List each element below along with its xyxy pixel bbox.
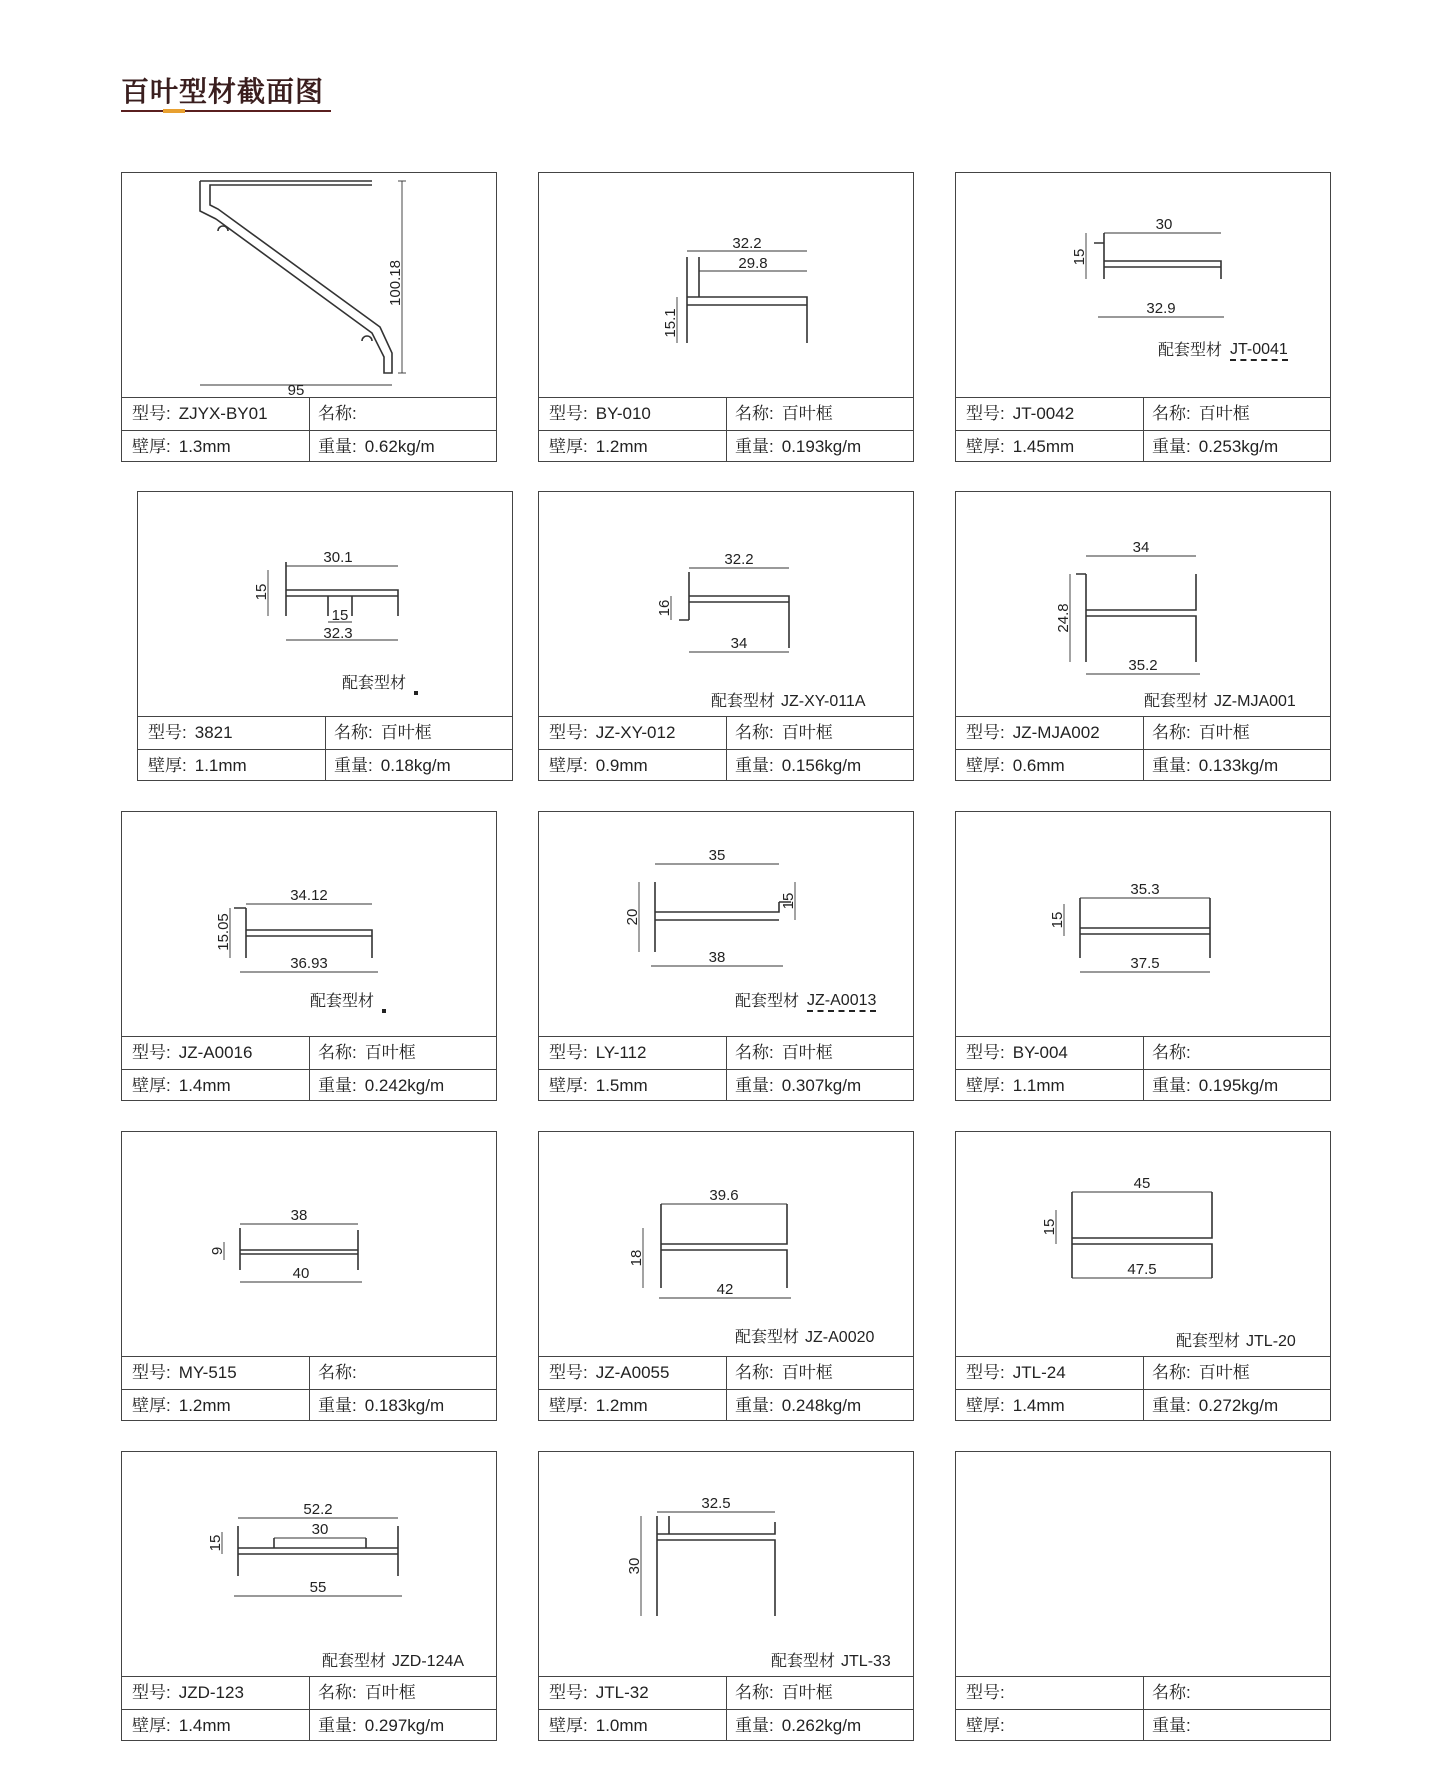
- profile-drawing: [138, 492, 511, 716]
- profile-card: [137, 491, 513, 781]
- name-value: 百叶框: [781, 1363, 833, 1382]
- dimension-label: 32.2: [732, 235, 762, 252]
- dimension-label: 35: [708, 847, 726, 864]
- profile-card: [955, 491, 1331, 781]
- profile-card: [538, 491, 914, 781]
- spec-table: [539, 397, 913, 462]
- dimension-label: 39.6: [709, 1187, 739, 1204]
- spec-table: [138, 716, 512, 781]
- weight-value: 0.262kg/m: [781, 1716, 862, 1735]
- model-value: JZ-A0055: [595, 1363, 670, 1382]
- matching-profile: 配套型材 JT-0041: [1158, 340, 1288, 359]
- field-label: 壁厚:: [549, 756, 588, 775]
- field-label: 名称:: [318, 404, 357, 423]
- spec-table: [956, 1036, 1330, 1101]
- dimension-label: 34: [730, 635, 748, 652]
- matching-profile: 配套型材 JZD-124A: [322, 1653, 465, 1670]
- name-value: 百叶框: [781, 1683, 833, 1702]
- name-value: 百叶框: [1198, 723, 1250, 742]
- profile-card: [538, 1451, 914, 1741]
- field-label: 壁厚:: [132, 1716, 171, 1735]
- field-label: 名称:: [735, 404, 774, 423]
- wall-cell: [132, 431, 302, 463]
- weight-value: 0.156kg/m: [781, 756, 862, 775]
- name-cell: [318, 398, 494, 430]
- field-label: 型号:: [132, 404, 171, 423]
- profile-card: [121, 172, 497, 462]
- model-value: JTL-32: [595, 1683, 649, 1702]
- field-label: 型号:: [132, 1363, 171, 1382]
- field-label: 型号:: [549, 723, 588, 742]
- wall-value: 1.2mm: [595, 1396, 648, 1415]
- dimension-label: 30: [626, 1557, 643, 1575]
- dimension-label: 15: [207, 1534, 224, 1552]
- wall-value: 1.4mm: [1012, 1396, 1065, 1415]
- field-label: 重量:: [735, 1396, 774, 1415]
- model-value: MY-515: [178, 1363, 237, 1382]
- dimension-label: 9: [209, 1246, 226, 1256]
- weight-value: 0.248kg/m: [781, 1396, 862, 1415]
- profile-drawing: [539, 812, 912, 1036]
- field-label: 重量:: [1152, 1716, 1191, 1735]
- field-label: 重量:: [735, 437, 774, 456]
- dimension-label: 16: [656, 599, 673, 617]
- name-value: 百叶框: [364, 1043, 416, 1062]
- profile-drawing: [956, 1132, 1329, 1356]
- field-label: 壁厚:: [966, 1396, 1005, 1415]
- model-value: 3821: [194, 723, 233, 742]
- field-label: 重量:: [735, 1076, 774, 1095]
- weight-value: 0.242kg/m: [364, 1076, 445, 1095]
- field-label: 名称:: [1152, 1363, 1191, 1382]
- profile-drawing: [122, 1452, 495, 1676]
- dimension-label: 18: [628, 1249, 645, 1267]
- dimension-label: 35.3: [1130, 881, 1160, 898]
- spec-table: [122, 1036, 496, 1101]
- wall-value: 1.3mm: [178, 437, 231, 456]
- field-label: 名称:: [318, 1363, 357, 1382]
- field-label: 壁厚:: [966, 1716, 1005, 1735]
- profile-drawing: [539, 173, 912, 397]
- model-value: JZ-XY-012: [595, 723, 676, 742]
- profile-drawing: [539, 492, 912, 716]
- field-label: 型号:: [966, 1683, 1005, 1702]
- field-label: 重量:: [318, 1396, 357, 1415]
- field-label: 重量:: [1152, 756, 1191, 775]
- model-value: BY-010: [595, 404, 651, 423]
- wall-value: 1.2mm: [595, 437, 648, 456]
- profile-card: [121, 811, 497, 1101]
- profile-drawing: [956, 492, 1329, 716]
- field-label: 壁厚:: [132, 1396, 171, 1415]
- field-label: 名称:: [1152, 723, 1191, 742]
- dimension-label: 42: [716, 1281, 734, 1298]
- profile-drawing: [956, 173, 1329, 397]
- dimension-label: 52.2: [303, 1501, 333, 1518]
- weight-value: 0.307kg/m: [781, 1076, 862, 1095]
- weight-cell: [318, 431, 494, 463]
- field-label: 重量:: [318, 1716, 357, 1735]
- dimension-label: 34.12: [290, 887, 328, 904]
- dimension-label: 35.2: [1128, 657, 1158, 674]
- dimension-label: 15: [331, 607, 349, 624]
- spec-table: [539, 1676, 913, 1741]
- dimension-label: 38: [708, 949, 726, 966]
- dimension-label: 29.8: [738, 255, 768, 272]
- wall-value: 1.5mm: [595, 1076, 648, 1095]
- matching-profile: 配套型材 JTL-20: [1176, 1333, 1296, 1350]
- dimension-label: 15: [1071, 248, 1088, 266]
- weight-value: 0.62kg/m: [364, 437, 435, 456]
- page-title: 百叶型材截面图: [121, 75, 325, 108]
- weight-value: 0.193kg/m: [781, 437, 862, 456]
- wall-value: 0.6mm: [1012, 756, 1065, 775]
- dimension-label: 15: [1049, 911, 1066, 929]
- spec-table: [122, 1356, 496, 1421]
- field-label: 重量:: [1152, 1076, 1191, 1095]
- field-label: 型号:: [549, 404, 588, 423]
- field-label: 名称:: [735, 723, 774, 742]
- field-label: 壁厚:: [549, 437, 588, 456]
- profile-card: [121, 1131, 497, 1421]
- profile-card: [955, 811, 1331, 1101]
- weight-value: 0.133kg/m: [1198, 756, 1279, 775]
- field-label: 名称:: [1152, 1043, 1191, 1062]
- field-label: 重量:: [1152, 437, 1191, 456]
- profile-drawing: [122, 1132, 495, 1356]
- dimension-label: 15.1: [662, 308, 679, 338]
- field-label: 名称:: [735, 1683, 774, 1702]
- model-value: BY-004: [1012, 1043, 1068, 1062]
- dimension-label: 24.8: [1055, 603, 1072, 633]
- name-value: 百叶框: [1198, 1363, 1250, 1382]
- field-label: 型号:: [966, 723, 1005, 742]
- field-label: 型号:: [966, 404, 1005, 423]
- name-value: 百叶框: [781, 404, 833, 423]
- dimension-label: 34: [1132, 539, 1150, 556]
- field-label: 型号:: [966, 1043, 1005, 1062]
- field-label: 名称:: [334, 723, 373, 742]
- spec-table: [539, 1036, 913, 1101]
- spec-table: [539, 1356, 913, 1421]
- field-label: 型号:: [132, 1043, 171, 1062]
- wall-value: 1.0mm: [595, 1716, 648, 1735]
- matching-profile: 配套型材 JZ-XY-011A: [711, 693, 866, 710]
- field-label: 壁厚:: [132, 1076, 171, 1095]
- model-cell: [132, 398, 302, 430]
- profile-card: [538, 1131, 914, 1421]
- spec-table: [956, 397, 1330, 462]
- field-label: 名称:: [1152, 404, 1191, 423]
- profile-card: [121, 1451, 497, 1741]
- field-label: 壁厚:: [549, 1396, 588, 1415]
- field-label: 壁厚:: [966, 756, 1005, 775]
- field-label: 型号:: [148, 723, 187, 742]
- spec-table: [122, 1676, 496, 1741]
- profile-drawing: [539, 1132, 912, 1356]
- field-label: 壁厚:: [132, 437, 171, 456]
- profile-drawing: [956, 812, 1329, 1036]
- profile-card: [955, 1131, 1331, 1421]
- profile-card: [538, 811, 914, 1101]
- dimension-label: 15: [780, 892, 797, 910]
- spec-table: [956, 1356, 1330, 1421]
- spec-table: [539, 716, 913, 781]
- weight-value: 0.183kg/m: [364, 1396, 445, 1415]
- field-label: 型号:: [966, 1363, 1005, 1382]
- weight-value: 0.195kg/m: [1198, 1076, 1279, 1095]
- profile-drawing: [956, 1452, 1329, 1676]
- dimension-label: 55: [309, 1579, 327, 1596]
- dimension-label: 36.93: [290, 955, 328, 972]
- field-label: 壁厚:: [966, 437, 1005, 456]
- field-label: 壁厚:: [549, 1076, 588, 1095]
- matching-profile: 配套型材: [310, 988, 386, 1013]
- model-value: JZ-MJA002: [1012, 723, 1100, 742]
- profile-drawing: [122, 812, 495, 1036]
- dimension-label: 40: [292, 1265, 310, 1282]
- model-value: JZ-A0016: [178, 1043, 253, 1062]
- profile-drawing: [122, 173, 495, 397]
- title-underline: [121, 110, 331, 112]
- profile-drawing: [539, 1452, 912, 1676]
- matching-profile: 配套型材: [342, 670, 418, 695]
- name-value: 百叶框: [380, 723, 432, 742]
- dimension-label: 15.05: [215, 913, 232, 951]
- dimension-label: 32.9: [1146, 300, 1176, 317]
- field-label: 壁厚:: [148, 756, 187, 775]
- dimension-label: 32.2: [724, 551, 754, 568]
- dimension-label: 37.5: [1130, 955, 1160, 972]
- field-label: 名称:: [318, 1683, 357, 1702]
- field-label: 重量:: [318, 437, 357, 456]
- title-accent-mark: [163, 109, 185, 113]
- dimension-label: 15: [1041, 1218, 1058, 1236]
- wall-value: 1.2mm: [178, 1396, 231, 1415]
- weight-value: 0.253kg/m: [1198, 437, 1279, 456]
- dimension-label: 30.1: [323, 549, 353, 566]
- name-value: 百叶框: [781, 723, 833, 742]
- field-label: 重量:: [334, 756, 373, 775]
- model-value: JTL-24: [1012, 1363, 1066, 1382]
- field-label: 型号:: [549, 1363, 588, 1382]
- wall-value: 1.1mm: [194, 756, 247, 775]
- name-value: 百叶框: [781, 1043, 833, 1062]
- matching-profile: 配套型材 JZ-A0013: [735, 991, 877, 1010]
- spec-table: [122, 397, 496, 462]
- dimension-label: 20: [624, 908, 641, 926]
- matching-profile: 配套型材 JTL-33: [771, 1653, 891, 1670]
- dimension-label: 100.18: [387, 260, 404, 306]
- wall-value: 0.9mm: [595, 756, 648, 775]
- profile-card: [955, 172, 1331, 462]
- field-label: 壁厚:: [549, 1716, 588, 1735]
- field-label: 重量:: [1152, 1396, 1191, 1415]
- weight-value: 0.272kg/m: [1198, 1396, 1279, 1415]
- model-value: JT-0042: [1012, 404, 1075, 423]
- field-label: 重量:: [735, 756, 774, 775]
- dimension-label: 30: [1155, 216, 1173, 233]
- dimension-label: 38: [290, 1207, 308, 1224]
- spec-table: [956, 1676, 1330, 1741]
- wall-value: 1.4mm: [178, 1716, 231, 1735]
- profile-card: [538, 172, 914, 462]
- field-label: 名称:: [735, 1043, 774, 1062]
- field-label: 重量:: [318, 1076, 357, 1095]
- dimension-label: 15: [253, 583, 270, 601]
- matching-profile: 配套型材 JZ-MJA001: [1144, 693, 1296, 710]
- dimension-label: 45: [1133, 1175, 1151, 1192]
- field-label: 壁厚:: [966, 1076, 1005, 1095]
- wall-value: 1.45mm: [1012, 437, 1075, 456]
- dimension-label: 30: [311, 1521, 329, 1538]
- field-label: 名称:: [1152, 1683, 1191, 1702]
- weight-value: 0.297kg/m: [364, 1716, 445, 1735]
- field-label: 名称:: [318, 1043, 357, 1062]
- model-value: ZJYX-BY01: [178, 404, 268, 423]
- name-value: 百叶框: [364, 1683, 416, 1702]
- field-label: 型号:: [132, 1683, 171, 1702]
- wall-value: 1.4mm: [178, 1076, 231, 1095]
- spec-table: [956, 716, 1330, 781]
- field-label: 型号:: [549, 1683, 588, 1702]
- matching-profile: 配套型材 JZ-A0020: [735, 1329, 875, 1346]
- dimension-label: 32.5: [701, 1495, 731, 1512]
- name-value: 百叶框: [1198, 404, 1250, 423]
- dimension-label: 32.3: [323, 625, 353, 642]
- model-value: LY-112: [595, 1043, 647, 1062]
- profile-card-empty: [955, 1451, 1331, 1741]
- dimension-label: 95: [287, 382, 305, 397]
- field-label: 名称:: [735, 1363, 774, 1382]
- wall-value: 1.1mm: [1012, 1076, 1065, 1095]
- model-value: JZD-123: [178, 1683, 244, 1702]
- field-label: 型号:: [549, 1043, 588, 1062]
- weight-value: 0.18kg/m: [380, 756, 451, 775]
- dimension-label: 47.5: [1127, 1261, 1157, 1278]
- field-label: 重量:: [735, 1716, 774, 1735]
